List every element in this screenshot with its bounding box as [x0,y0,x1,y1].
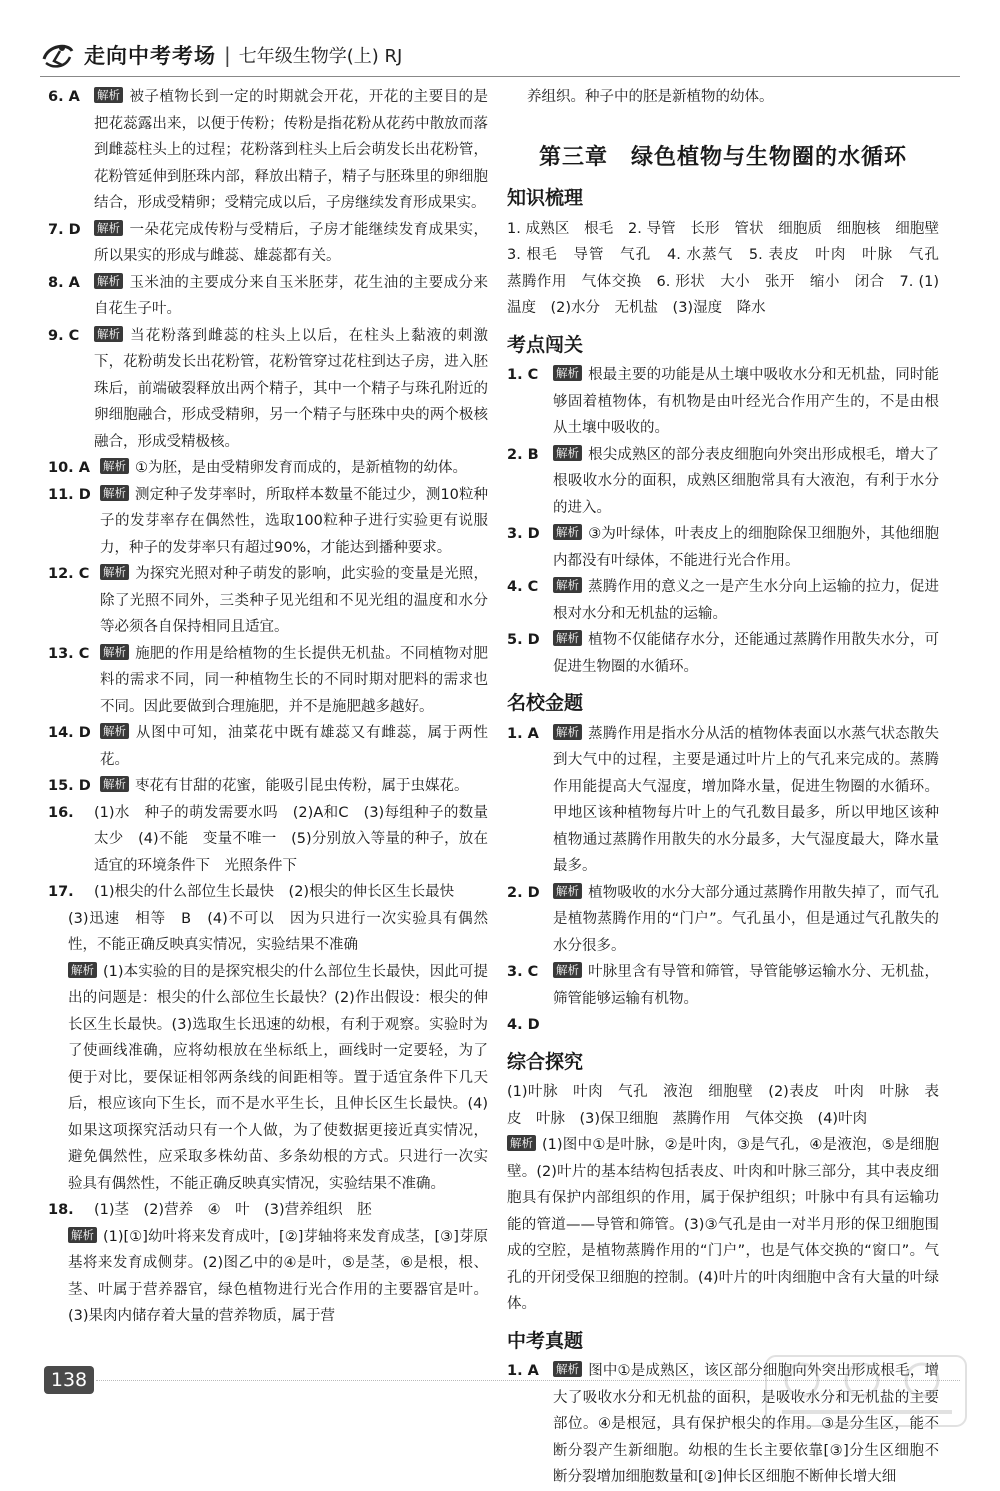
answer-body [94,1197,488,1224]
answer-body [553,574,939,627]
section-title: 中考真题 [507,1329,584,1352]
analysis-tag: 解析 [68,962,97,978]
answer-body [553,880,939,960]
answer-text: 蒸腾作用是指水分从活的植物体表面以水蒸气状态散失到大气中的过程，主要是通过叶片上的气孔来完成的。蒸腾作用能提高大气湿度，增加降水量，促进生物圈的水循环。甲地区该种植物每片叶上的气孔数目最多，所以甲地区该种植物通过蒸腾作用散失的水分最多，大气湿度最大，降水量最多。 [553,725,939,874]
answer-entry [48,959,488,1198]
answer-entry [507,1012,939,1039]
analysis-tag: 解析 [553,445,582,461]
analysis-tag: 解析 [100,723,129,739]
answer-text: 根尖成熟区的部分表皮细胞向外突出形成根毛，增大了根吸收水分的面积，成熟区细胞常具有大液泡，有利于水分的进入。 [553,446,939,516]
right-column [507,84,954,1491]
answer-number: 7. D [48,221,81,238]
section-title: 名校金题 [507,692,584,714]
answer-number: 6. A [48,89,80,105]
answer-entry [48,800,488,880]
answer-text: 图中①是成熟区，该区部分细胞向外突出形成根毛，增大了吸收水分和无机盐的面积，是吸收水分和无机盐的主要部位。④是根冠，具有保护根尖的作用。③是分生区，能不断分裂产生新细胞。幼根的生长主要依靠[③]分生区细胞不断分裂增加细胞数量和[②]伸长区细胞不断伸长增大细 [553,1363,939,1485]
answer-entry [48,879,488,906]
analysis-tag: 解析 [553,365,582,381]
answer-text: (1)本实验的目的是探究根尖的什么部位生长最快，因此可提出的问题是：根尖的什么部位生长最快？(2)作出假设：根尖的伸长区生长最快。(3)选取生长迅速的幼根，有利于观察。实验时为了使画线准确，应将幼根放在坐标纸上，画线时一定要轻，为了便于对比，要保证相邻两条线的间距相等。置于适宜条件下几天后，根应该向下生长，而不是水平生长，且伸长区生长最快。(4)如果这项探究活动只有一个人做，为了使数据更接近真实情况，避免偶然性，应采取多株幼苗、多条幼根的方式。只进行一次实验具有偶然性，不能正确反映真实情况，实验结果不准确。 [68,963,488,1192]
answer-entry [48,1224,488,1330]
answer-entry [48,773,488,800]
answer-body [553,442,939,522]
answer-body [68,906,488,959]
answer-text: 蒸腾作用的意义之一是产生水分向上运输的拉力，促进根对水分和无机盐的运输。 [553,579,939,622]
answer-number: 15. D [48,778,91,794]
answer-entry [507,880,939,960]
analysis-tag: 解析 [553,883,582,899]
answer-entry [507,362,939,442]
answer-number: 10. A [48,460,90,476]
answer-entry [48,84,488,217]
answer-entry [507,574,939,627]
answer-number: 13. C [48,645,90,662]
page-header [40,36,402,74]
analysis-tag: 解析 [100,776,129,792]
answer-body [94,800,488,880]
analysis-tag: 解析 [553,1361,582,1377]
brand-title: 走向中考考场 [84,44,216,68]
header-separator: | [224,43,231,67]
answer-body [553,959,939,1012]
answer-text: 枣花有甘甜的花蜜，能吸引昆虫传粉，属于虫媒花。 [135,778,469,794]
answer-number [48,906,68,959]
answer-body [94,323,488,456]
answer-number: 4. C [507,579,539,595]
answer-entry [507,959,939,1012]
answer-number: 12. C [48,566,90,582]
answer-number: 1. C [507,367,539,383]
answer-text: (1)根尖的什么部位生长最快 (2)根尖的伸长区生长最快 [94,884,455,900]
page-number: 138 [44,1366,94,1394]
analysis-tag: 解析 [553,962,582,978]
answer-entry [48,482,488,562]
answer-body [553,627,939,680]
answer-entry [48,270,488,323]
watermark-stamp-icon [762,1350,972,1430]
answer-body [553,1012,939,1039]
answer-entry [507,442,939,522]
answer-entry [48,561,488,641]
answer-number: 17. [48,884,74,900]
analysis-tag: 解析 [100,458,129,474]
answer-number [48,1224,68,1330]
analysis-tag: 解析 [553,630,582,646]
carry-over-text: 养组织。种子中的胚是新植物的幼体。 [527,89,774,105]
header-rule [40,76,960,77]
analysis-text: (1)图中①是叶脉，②是叶肉，③是气孔，④是液泡，⑤是细胞壁。(2)叶片的基本结构包括表皮、叶肉和叶脉三部分，其中表皮细胞具有保护内部组织的作用，属于保护组织；叶脉中有具有运输功能的管道——导管和筛管。(3)③气孔是由一对半月形的保卫细胞围成的空腔，是植物蒸腾作用的“门户”，也是气体交换的“窗口”。气孔的开闭受保卫细胞的控制。(4)叶片的叶肉细胞中含有大量的叶绿体。 [507,1137,939,1312]
answer-body [100,561,488,641]
answer-body [68,959,488,1198]
answer-text: 一朵花完成传粉与受精后，子房才能继续发育成果实，所以果实的形成与雌蕊、雄蕊都有关。 [94,221,488,264]
answer-body [100,482,488,562]
analysis-tag: 解析 [100,485,129,501]
analysis-tag: 解析 [553,577,582,593]
answer-body [553,721,939,880]
answer-body [100,641,488,721]
answer-number: 1. A [507,1363,539,1379]
analysis-tag: 解析 [507,1135,536,1151]
answer-number: 5. D [507,632,540,648]
answer-body [553,362,939,442]
analysis-tag: 解析 [553,524,582,540]
answer-entry [48,323,488,456]
answer-body [100,773,488,800]
answer-body [94,217,488,270]
analysis-tag: 解析 [68,1227,97,1243]
answer-entry [507,627,939,680]
subject-title: 七年级生物学(上) RJ [238,46,403,67]
answer-entry [48,455,488,482]
section-title: 考点闯关 [507,333,584,356]
answer-number: 3. C [507,964,539,980]
section-title: 综合探究 [507,1050,584,1073]
answer-text: 当花粉落到雌蕊的柱头上以后，在柱头上黏液的刺激下，花粉萌发长出花粉管，花粉管穿过花柱到达子房，进入胚珠后，前端破裂释放出两个精子，其中一个精子与珠孔附近的卵细胞融合，形成受精卵，另一个精子与胚珠中央的两个极核融合，形成受精极核。 [94,327,488,450]
answer-text: 被子植物长到一定的时期就会开花，开花的主要目的是把花蕊露出来，以便于传粉；传粉是指花粉从花药中散放而落到雌蕊柱头上的过程；花粉落到柱头上后会萌发长出花粉管，花粉管延伸到胚珠内部，释放出精子，精子与胚珠里的卵细胞结合，形成受精卵；受精完成以后，子房继续发育形成果实。 [94,89,488,211]
answer-text: 植物吸收的水分大部分通过蒸腾作用散失掉了，而气孔是植物蒸腾作用的“门户”。气孔虽小，但是通过气孔散失的水分很多。 [553,884,939,954]
answer-text: 测定种子发芽率时，所取样本数量不能过少，测10粒种子的发芽率存在偶然性，选取100粒种子进行实验更有说服力，种子的发芽率只有超过90%，才能达到播种要求。 [100,486,488,556]
chapter-title: 第三章 绿色植物与生物圈的水循环 [538,144,907,170]
section-paragraph: 1. 成熟区 根毛 2. 导管 长形 管状 细胞质 细胞核 细胞壁 3. 根毛 导管 气孔 4. 水蒸气 5. 表皮 叶肉 叶脉 气孔 蒸腾作用 气体交换 6. 形状 大小 张开 缩小 闭合 7. (1)温度 (2)水分 无机盐 (3)湿度 降水 [507,220,954,316]
section-title: 知识梳理 [507,187,584,209]
answer-body [68,1224,488,1330]
answer-number: 3. D [507,526,540,542]
answer-text: (3)迅速 相等 B (4)不可以 因为只进行一次实验具有偶然性，不能正确反映真实情况，实验结果不准确 [68,910,488,953]
answer-text: (1)水 种子的萌发需要水吗 (2)A和C (3)每组种子的数量太少 (4)不能 变量不唯一 (5)分别放入等量的种子，放在适宜的环境条件下 光照条件下 [94,804,488,874]
answer-entry [48,1197,488,1224]
answer-number: 14. D [48,725,91,741]
analysis-tag: 解析 [100,564,129,580]
answer-entry [48,217,488,270]
answer-number: 2. D [507,884,540,901]
answer-text: 从图中可知，油菜花中既有雄蕊又有雌蕊，属于两性花。 [100,725,488,768]
answer-entry [48,906,488,959]
answer-entry [48,641,488,721]
section-analysis [507,1132,939,1318]
answer-number: 4. D [507,1017,540,1033]
answer-text: 玉米油的主要成分来自玉米胚芽，花生油的主要成分来自花生子叶。 [94,274,488,317]
answer-body [94,270,488,323]
answer-number: 9. C [48,327,80,344]
answer-text: 施肥的作用是给植物的生长提供无机盐。不同植物对肥料的需求不同，同一种植物生长的不同时期对肥料的需求也不同。因此要做到合理施肥，并不是施肥越多越好。 [100,645,488,715]
answer-number: 2. B [507,446,539,463]
answer-text: ③为叶绿体，叶表皮上的细胞除保卫细胞外，其他细胞内都没有叶绿体，不能进行光合作用。 [553,526,939,569]
analysis-tag: 解析 [94,326,123,342]
answer-number: 16. [48,804,74,821]
right-sections [507,185,954,1491]
answer-number: 11. D [48,486,91,503]
answer-body [100,720,488,773]
answer-text: 根最主要的功能是从土壤中吸收水分和无机盐，同时能够固着植物体，有机物是由叶经光合作用产生的，不是由根从土壤中吸收的。 [553,367,939,436]
analysis-tag: 解析 [94,87,123,103]
answer-text: 植物不仅能储存水分，还能通过蒸腾作用散失水分，可促进生物圈的水循环。 [553,632,939,675]
runner-logo-icon [40,39,76,71]
analysis-tag: 解析 [94,273,123,289]
answer-entry [507,721,939,880]
answer-text: 为探究光照对种子萌发的影响，此实验的变量是光照，除了光照不同外，三类种子见光组和不见光组的温度和水分等必须各自保持相同且适宜。 [100,566,488,635]
answer-body [94,84,488,217]
answer-text: 叶脉里含有导管和筛管，导管能够运输水分、无机盐，筛管能够运输有机物。 [553,964,939,1007]
answer-text: (1)茎 (2)营养 ④ 叶 (3)营养组织 胚 [94,1202,372,1218]
answer-text: ①为胚，是由受精卵发育而成的，是新植物的幼体。 [135,460,467,476]
answer-text: (1)[①]幼叶将来发育成叶，[②]芽轴将来发育成茎，[③]芽原基将来发育成侧芽。(2)图乙中的④是叶，⑤是茎，⑥是根，根、茎、叶属于营养器官，绿色植物进行光合作用的主要器官是叶。(3)果肉内储存着大量的营养物质，属于营 [68,1228,488,1324]
answer-body [100,455,488,482]
section-paragraph: (1)叶脉 叶肉 气孔 液泡 细胞壁 (2)表皮 叶肉 叶脉 表皮 叶脉 (3)保卫细胞 蒸腾作用 气体交换 (4)叶肉 [507,1084,939,1127]
analysis-tag: 解析 [553,724,582,740]
answer-body [94,879,488,906]
answer-entry [507,521,939,574]
answer-entry [48,720,488,773]
answer-number: 8. A [48,274,80,291]
left-column [48,84,488,1330]
answer-number [48,959,68,1198]
answer-body [553,521,939,574]
answer-number: 18. [48,1202,74,1218]
analysis-tag: 解析 [94,220,123,236]
answer-number: 1. A [507,725,539,742]
analysis-tag: 解析 [100,644,129,660]
